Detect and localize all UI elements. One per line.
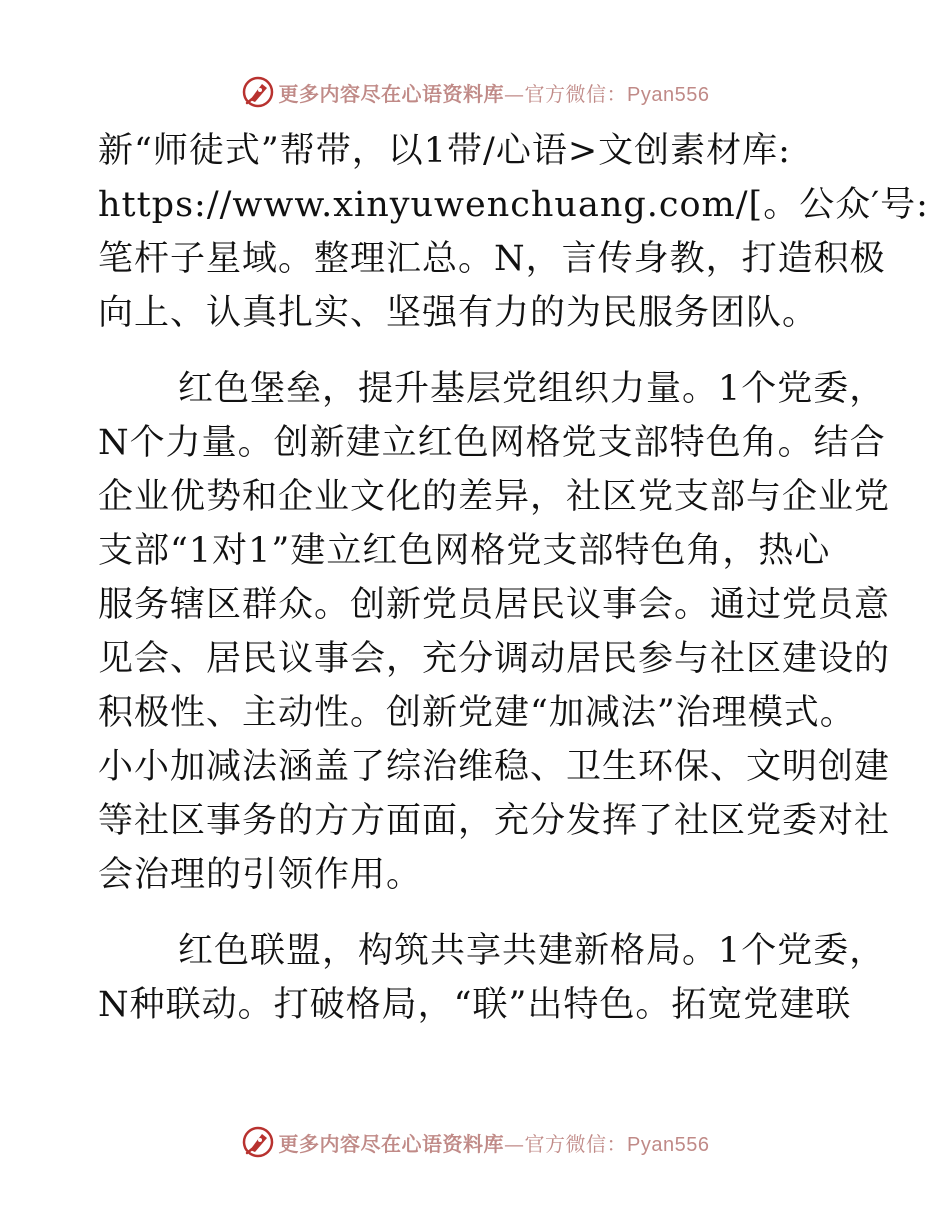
text-line: 积极性、主动性。创新党建“加减法”治理模式。 (98, 693, 856, 733)
text-line: 企业优势和企业文化的差异，社区党支部与企业党 (98, 477, 891, 517)
paragraph-1 (98, 124, 929, 340)
footer-official-label: 官方微信： (524, 1131, 628, 1156)
header-banner-text (279, 78, 710, 107)
paragraph-3 (98, 924, 886, 1032)
paragraph-gap (98, 340, 858, 362)
paragraph-2 (98, 362, 891, 902)
text-line: N个力量。创新建立红色网格党支部特色角。结合 (98, 423, 886, 463)
footer-banner-text (279, 1128, 710, 1157)
text-line: 等社区事务的方方面面，充分发挥了社区党委对社 (98, 801, 891, 841)
text-line: 见会、居民议事会，充分调动居民参与社区建设的 (98, 639, 891, 679)
text-line: 红色堡垒，提升基层党组织力量。1个党委， (178, 369, 886, 409)
pen-nib-logo-icon (241, 1125, 275, 1159)
text-line: 小小加减法涵盖了综治维稳、卫生环保、文明创建 (98, 747, 891, 787)
text-line: 向上、认真扎实、坚强有力的为民服务团队。 (98, 293, 819, 333)
header-official-label: 官方微信： (524, 81, 628, 106)
footer-watermark-banner (0, 1122, 950, 1162)
header-brand-text: 更多内容尽在心语资料库 (278, 81, 505, 106)
text-line: 新“师徒式”帮带，以1带/心语>文创素材库: (98, 131, 791, 171)
header-wechat-id: Pyan556 (627, 83, 710, 106)
footer-dash: — (504, 1131, 525, 1156)
text-line: 会治理的引领作用。 (98, 855, 423, 895)
text-line: 红色联盟，构筑共享共建新格局。1个党委， (178, 931, 886, 971)
text-line: 笔杆子星域。整理汇总。N，言传身教，打造积极 (98, 239, 886, 279)
header-dash: — (504, 81, 525, 106)
pen-nib-logo-icon (241, 75, 275, 109)
footer-brand-text: 更多内容尽在心语资料库 (278, 1131, 505, 1156)
text-line: 支部“1对1”建立红色网格党支部特色角，热心 (98, 531, 831, 571)
text-line: N种联动。打破格局，“联”出特色。拓宽党建联 (98, 985, 852, 1025)
paragraph-gap (98, 902, 858, 924)
text-line: https://www.xinyuwenchuang.com/[。公众′号: (98, 185, 929, 225)
header-watermark-banner (0, 72, 950, 112)
text-line: 服务辖区群众。创新党员居民议事会。通过党员意 (98, 585, 891, 625)
footer-wechat-id: Pyan556 (627, 1133, 710, 1156)
document-body (98, 124, 929, 1032)
